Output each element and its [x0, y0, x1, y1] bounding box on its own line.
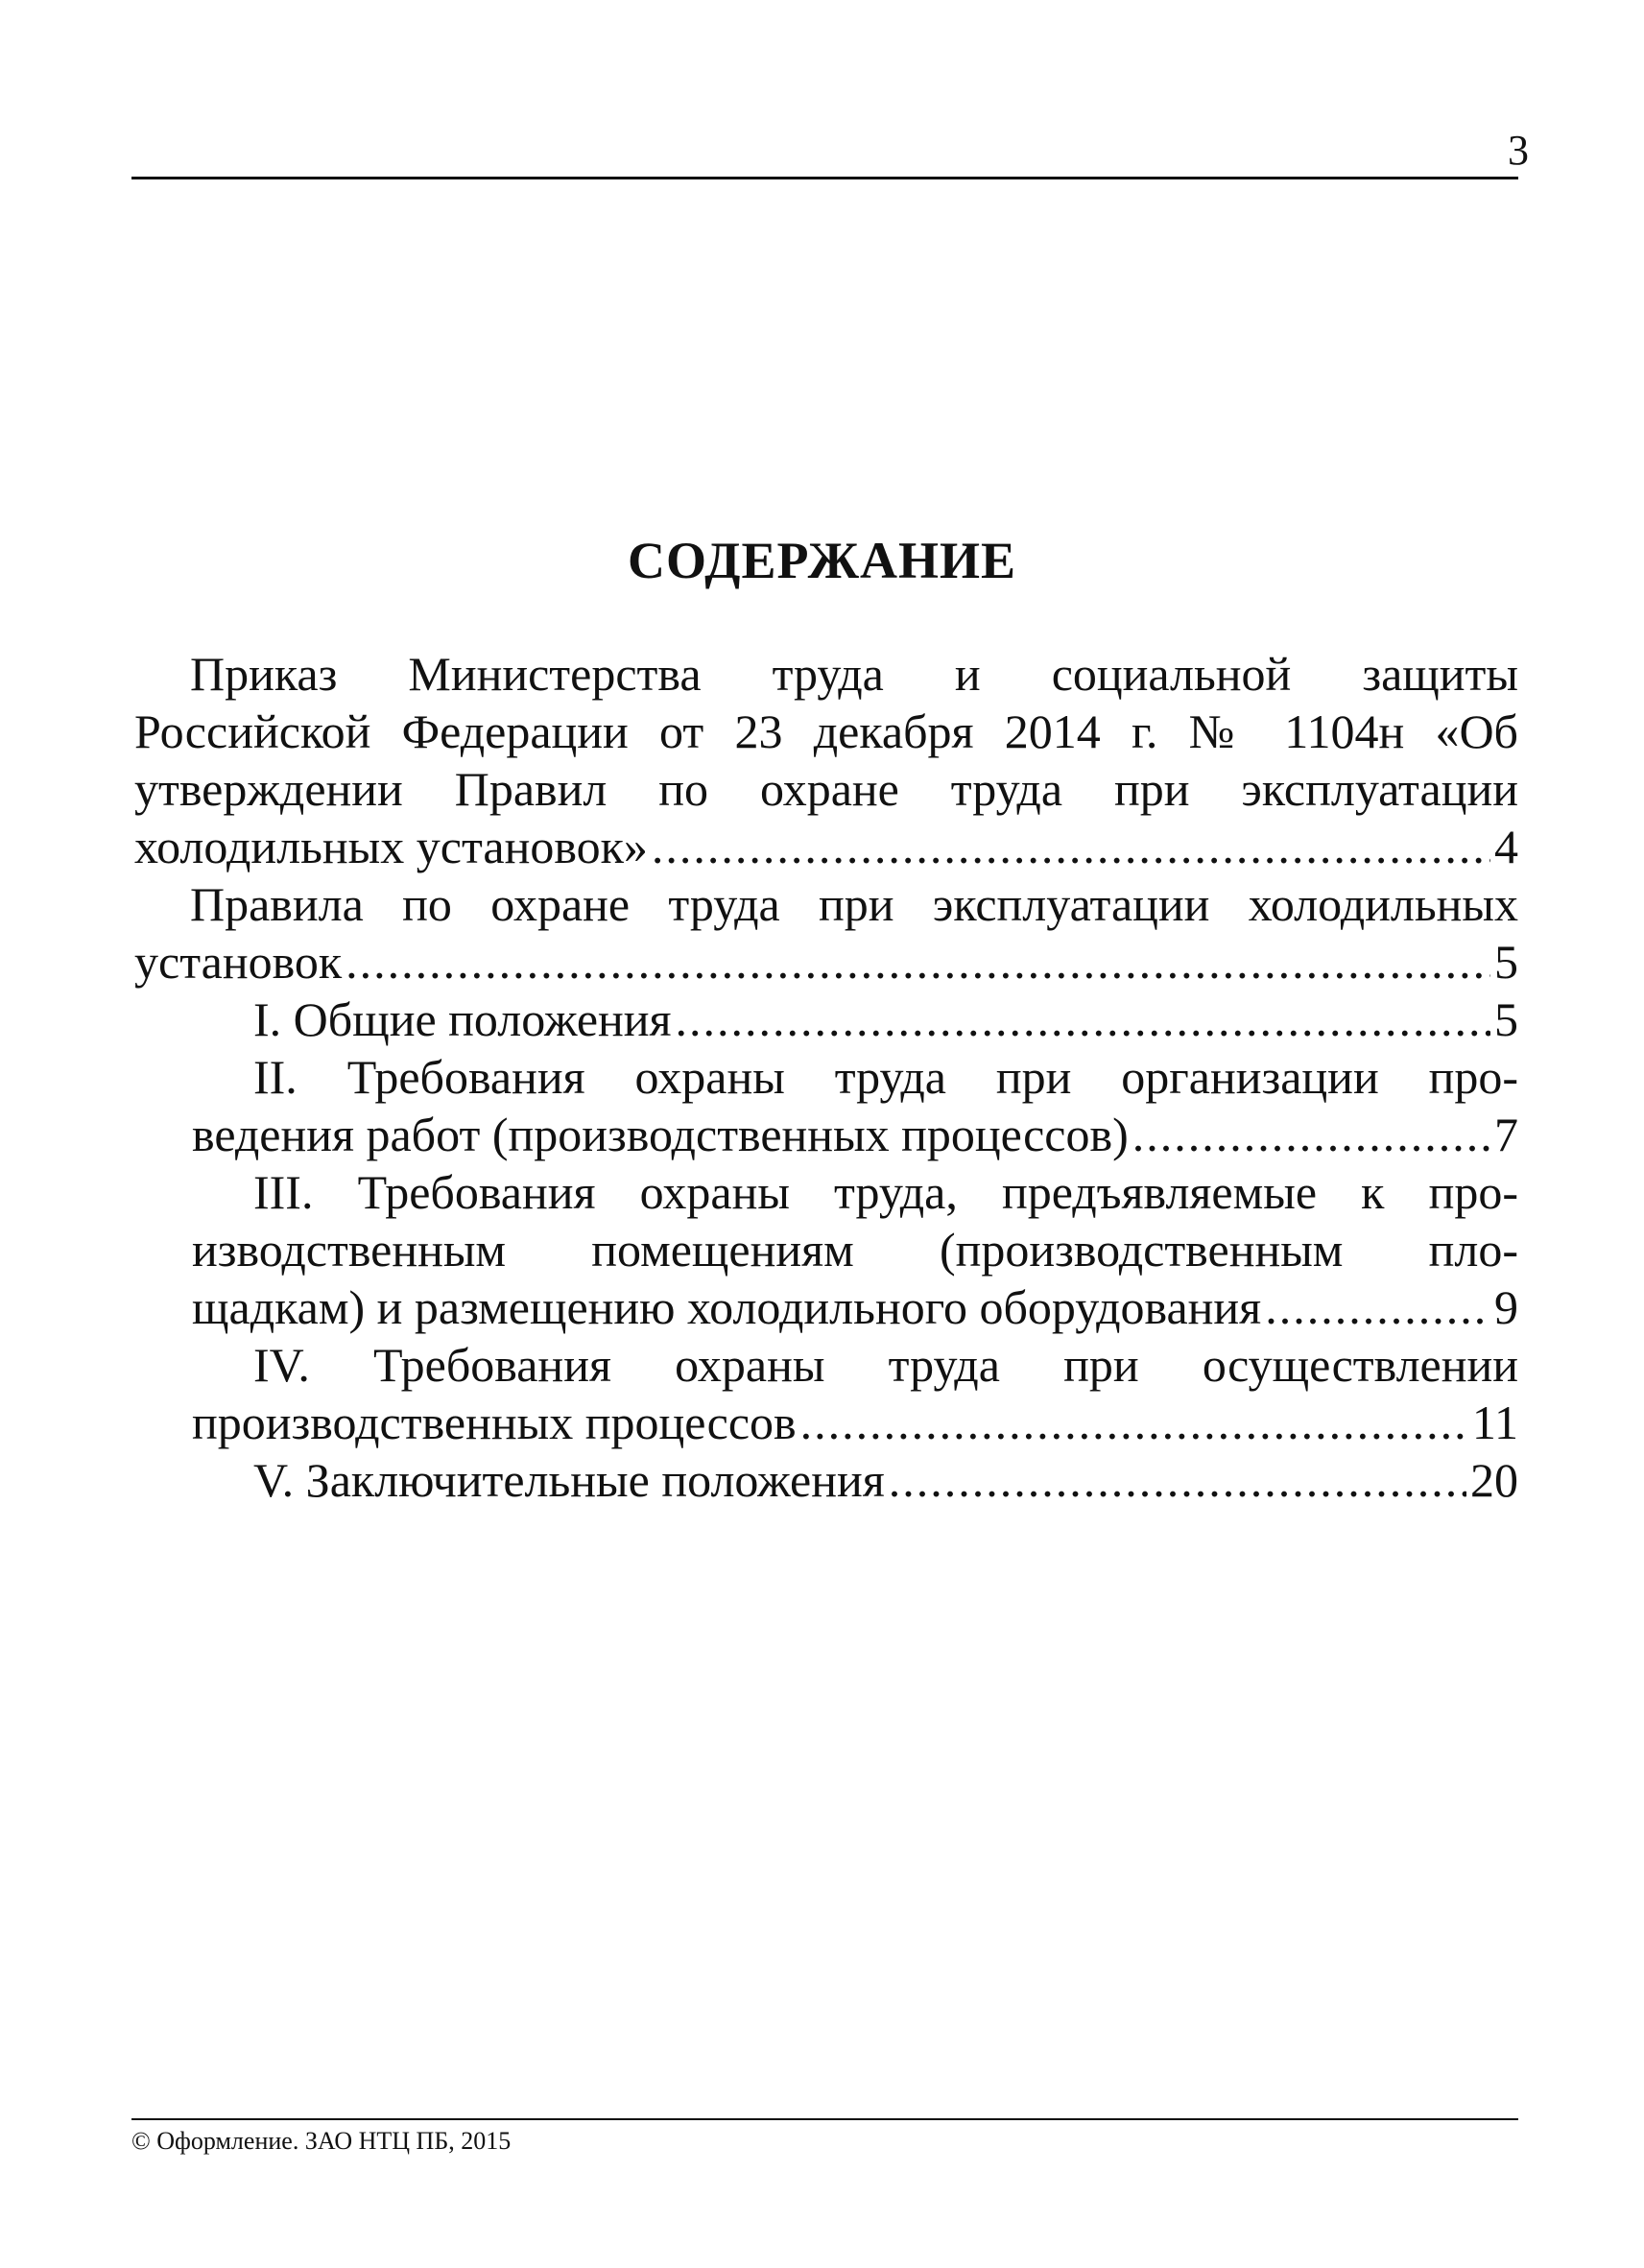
- toc-entry-text: ведения работ (производственных процессов): [192, 1108, 1129, 1161]
- dot-leader: [889, 1451, 1466, 1509]
- toc-entry-order[interactable]: [134, 645, 1518, 875]
- footer-divider: [131, 2118, 1518, 2120]
- toc-entry-text: производственных процессов: [192, 1396, 797, 1449]
- toc-page-number: 7: [1494, 1108, 1518, 1161]
- toc-entry-section-4[interactable]: [134, 1336, 1518, 1451]
- toc-page-number: 11: [1471, 1396, 1518, 1449]
- toc-entry-leader-line: [134, 1106, 1518, 1163]
- dot-leader: [800, 1394, 1468, 1451]
- toc-entry-text: Приказ Министерства труда и социальной защиты: [190, 647, 1518, 701]
- toc-entry-text: II. Требования охраны труда при организации про-: [253, 1050, 1518, 1104]
- dot-leader: [652, 818, 1490, 875]
- toc-entry-text: III. Требования охраны труда, предъявляемые к про-: [253, 1165, 1518, 1219]
- toc-entry-rules[interactable]: [134, 875, 1518, 991]
- toc-entry-leader-line: [134, 933, 1518, 991]
- toc-entry-text: установок: [134, 935, 343, 989]
- toc-entry-leader-line: [134, 1278, 1518, 1336]
- toc-entry-leader-line: [134, 1451, 1518, 1509]
- toc-entry-text: Правила по охране труда при эксплуатации холодильных: [190, 877, 1518, 931]
- toc-entry-text: V. Заключительные положения: [253, 1453, 885, 1507]
- toc-entry-section-2[interactable]: [134, 1048, 1518, 1163]
- copyright-footer: © Оформление. ЗАО НТЦ ПБ, 2015: [131, 2127, 512, 2155]
- toc-entry-text: изводственным помещениям (производственным пло-: [192, 1223, 1518, 1277]
- toc-page-number: 5: [1494, 992, 1518, 1046]
- toc-page-number: 20: [1470, 1453, 1518, 1507]
- toc-entry-text: I. Общие положения: [253, 992, 672, 1046]
- toc-entry-leader-line: [134, 818, 1518, 875]
- table-of-contents: [134, 645, 1518, 1509]
- toc-entry-leader-line: [134, 1394, 1518, 1451]
- toc-page-number: 4: [1494, 820, 1518, 873]
- toc-entry-text: утверждении Правил по охране труда при эксплуатации: [134, 762, 1518, 816]
- dot-leader: [1265, 1278, 1490, 1336]
- toc-page-number: 9: [1494, 1280, 1518, 1334]
- toc-entry-text: IV. Требования охраны труда при осуществлении: [253, 1338, 1518, 1392]
- dot-leader: [345, 933, 1490, 991]
- toc-entry-section-3[interactable]: [134, 1163, 1518, 1336]
- toc-entry-leader-line: [134, 991, 1518, 1048]
- toc-page-number: 5: [1494, 935, 1518, 989]
- dot-leader: [676, 991, 1490, 1048]
- toc-entry-text: щадкам) и размещению холодильного оборудования: [192, 1280, 1262, 1334]
- toc-entry-section-5[interactable]: [134, 1451, 1518, 1509]
- toc-entry-text: Российской Федерации от 23 декабря 2014 г. № 1104н «Об: [134, 704, 1518, 758]
- page-number: 3: [1508, 127, 1529, 174]
- toc-entry-text: холодильных установок»: [134, 820, 648, 873]
- page-title: СОДЕРЖАНИЕ: [628, 532, 1016, 589]
- toc-entry-section-1[interactable]: [134, 991, 1518, 1048]
- dot-leader: [1132, 1106, 1490, 1163]
- header-divider: [131, 177, 1518, 179]
